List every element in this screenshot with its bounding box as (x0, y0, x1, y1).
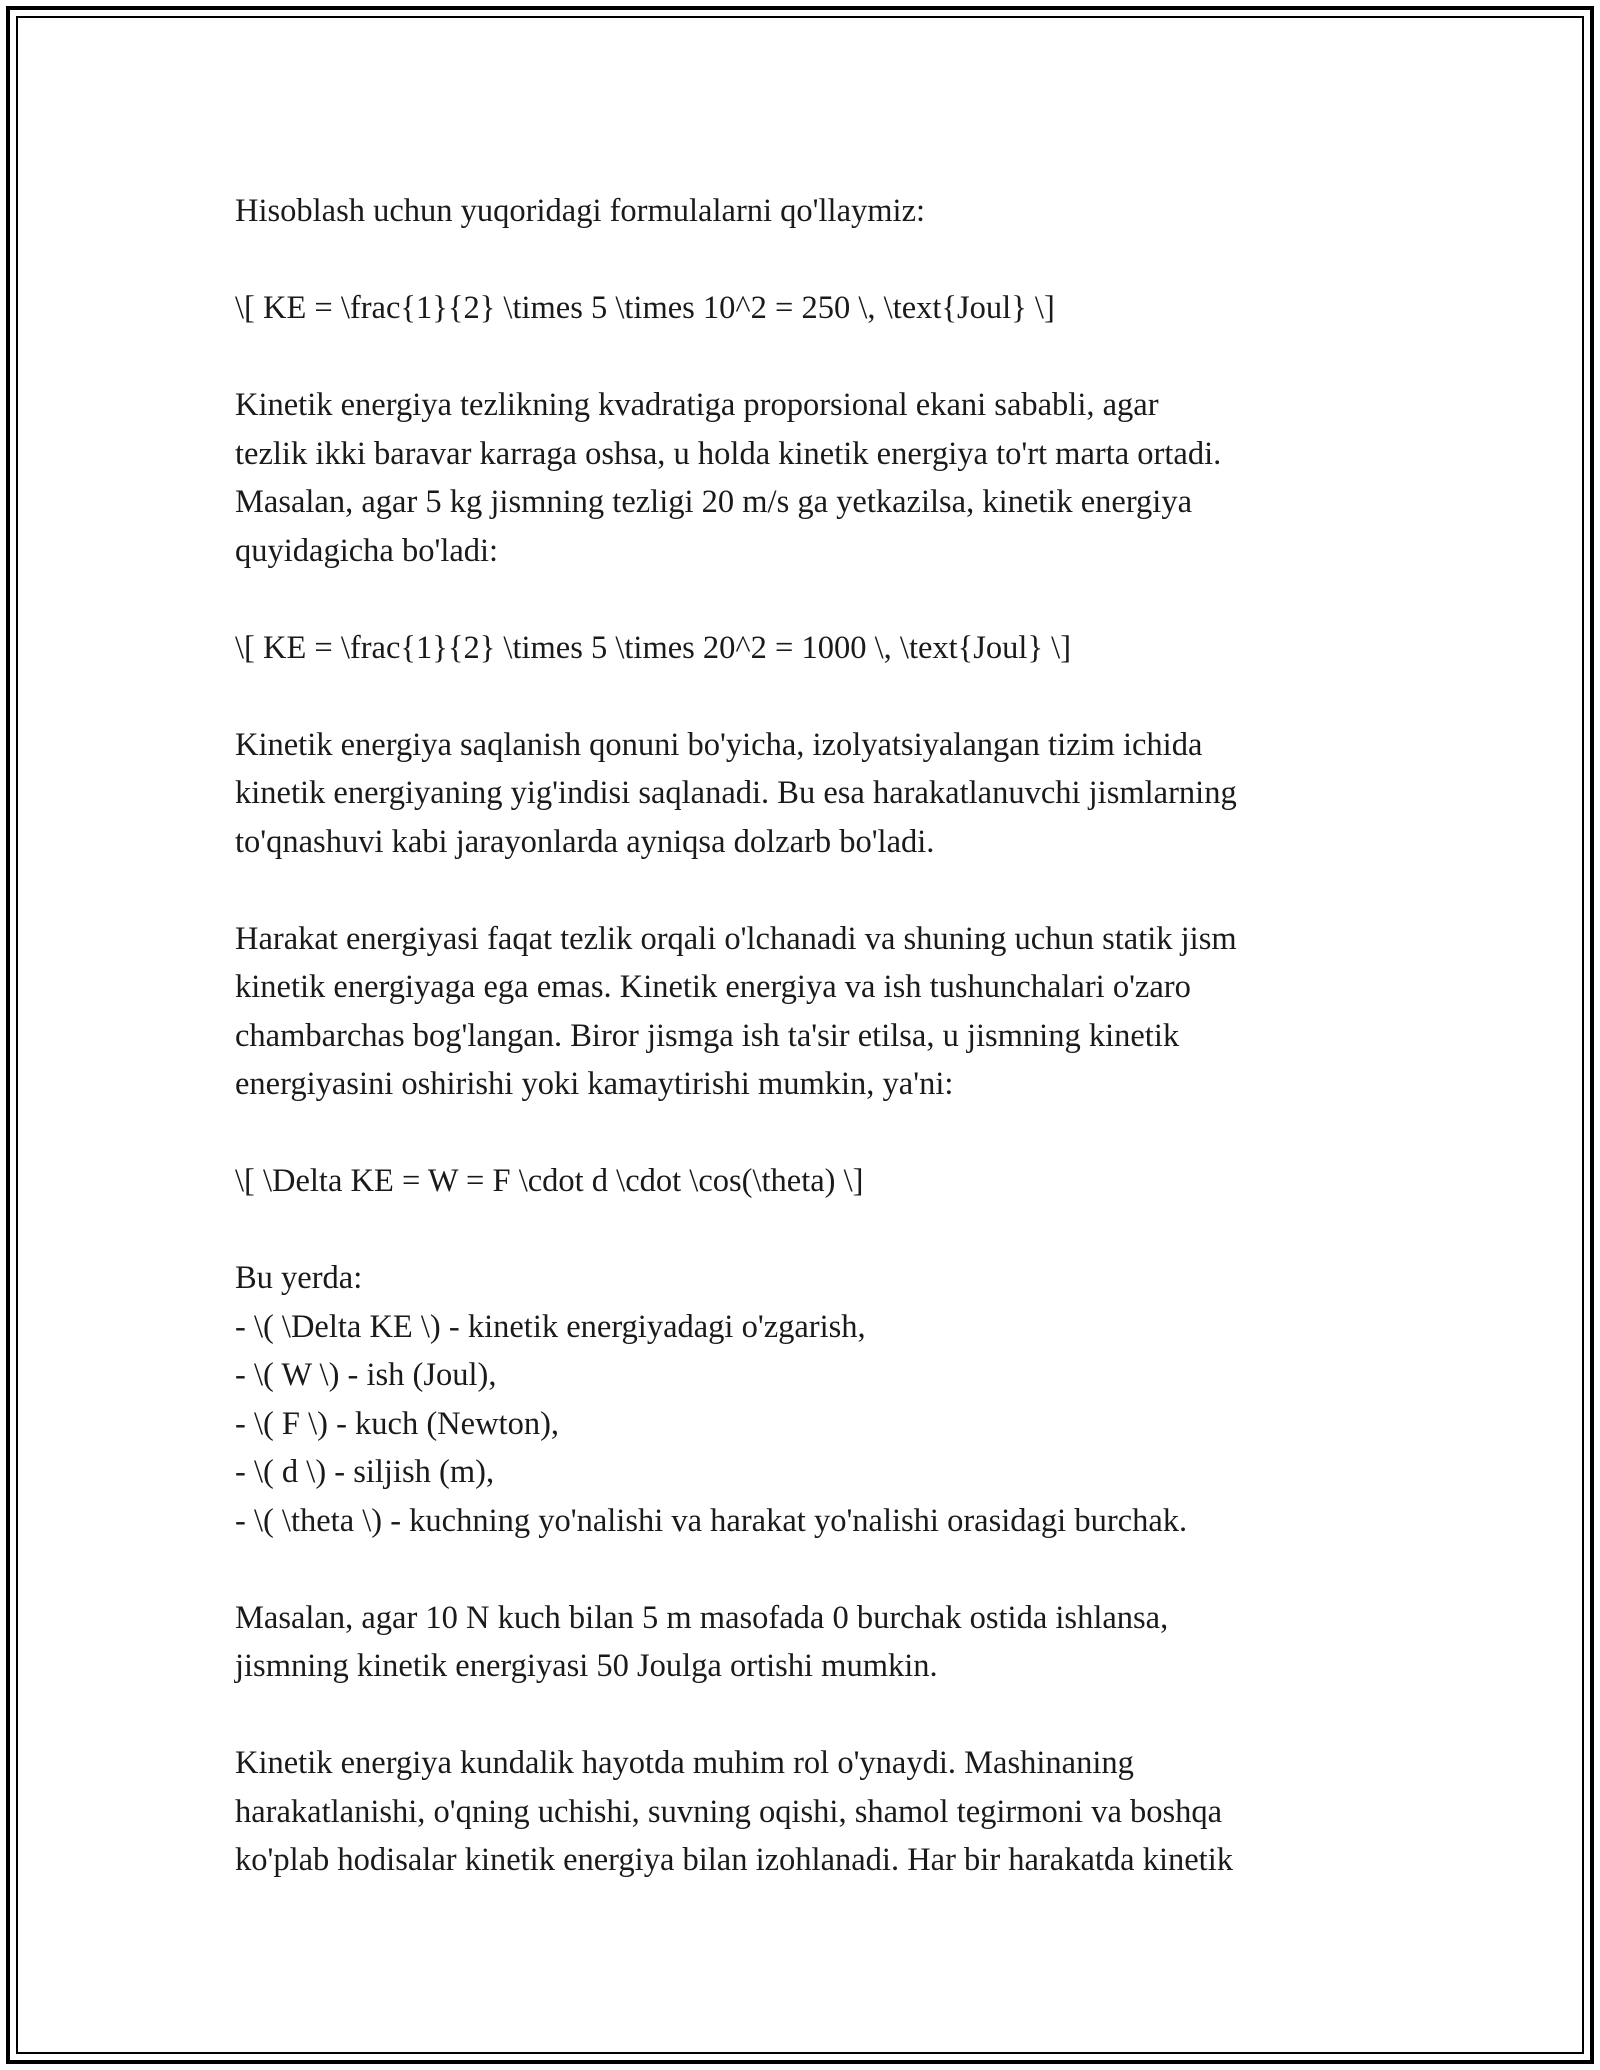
text-line: Kinetik energiya tezlikning kvadratiga proporsional ekani sababli, agar (235, 387, 1159, 423)
text-line: kinetik energiyaning yig'indisi saqlanadi. Bu esa harakatlanuvchi jismlarning (235, 775, 1237, 811)
blank-line (235, 1691, 1395, 1740)
text-line: harakatlanishi, o'qning uchishi, suvning oqishi, shamol tegirmoni va boshqa (235, 1793, 1223, 1830)
text-line: quyidagicha bo'ladi: (235, 532, 499, 569)
text-line: Harakat energiyasi faqat tezlik orqali o'lchanadi va shuning uchun statik jism (235, 920, 1237, 957)
text-line: ko'plab hodisalar kinetik energiya bilan izohlanadi. Har bir harakatda kinetik (235, 1842, 1233, 1878)
formula-line: \[ KE = \frac{1}{2} \times 5 \times 20^2 = 1000 \, \text{Joul} \] (235, 629, 1072, 666)
blank-line (235, 1545, 1395, 1594)
blank-line (235, 1206, 1395, 1255)
blank-line (235, 672, 1395, 721)
text-line: energiyasini oshirishi yoki kamaytirishi mumkin, ya'ni: (235, 1066, 954, 1102)
blank-line (235, 866, 1395, 915)
text-line: Kinetik energiya saqlanish qonuni bo'yicha, izolyatsiyalangan tizim ichida (235, 726, 1203, 763)
text-line: jismning kinetik energiyasi 50 Joulga ortishi mumkin. (235, 1648, 938, 1684)
document-body (235, 187, 1395, 1885)
blank-line (235, 333, 1395, 382)
text-line: kinetik energiyaga ega emas. Kinetik energiya va ish tushunchalari o'zaro (235, 969, 1191, 1005)
text-line: Hisoblash uchun yuqoridagi formulalarni qo'llaymiz: (235, 193, 926, 229)
blank-line (235, 1109, 1395, 1158)
list-item: - \( \theta \) - kuchning yo'nalishi va harakat yo'nalishi orasidagi burchak. (235, 1502, 1188, 1539)
list-heading: Bu yerda: (235, 1260, 363, 1296)
text-line: Masalan, agar 5 kg jismning tezligi 20 m/s ga yetkazilsa, kinetik energiya (235, 484, 1193, 520)
text-line: tezlik ikki baravar karraga oshsa, u holda kinetik energiya to'rt marta ortadi. (235, 435, 1222, 472)
list-item: - \( F \) - kuch (Newton), (235, 1405, 560, 1442)
formula-line: \[ \Delta KE = W = F \cdot d \cdot \cos(\theta) \] (235, 1163, 864, 1199)
text-line: chambarchas bog'langan. Biror jismga ish ta'sir etilsa, u jismning kinetik (235, 1017, 1180, 1054)
list-item: - \( W \) - ish (Joul), (235, 1357, 497, 1393)
text-line: Kinetik energiya kundalik hayotda muhim rol o'ynaydi. Mashinaning (235, 1745, 1134, 1781)
blank-line (235, 575, 1395, 624)
text-line: Masalan, agar 10 N kuch bilan 5 m masofada 0 burchak ostida ishlansa, (235, 1599, 1169, 1636)
list-item: - \( d \) - siljish (m), (235, 1454, 495, 1490)
text-line: to'qnashuvi kabi jarayonlarda ayniqsa dolzarb bo'ladi. (235, 823, 935, 860)
formula-line: \[ KE = \frac{1}{2} \times 5 \times 10^2 = 250 \, \text{Joul} \] (235, 290, 1055, 326)
blank-line (235, 236, 1395, 285)
list-item: - \( \Delta KE \) - kinetik energiyadagi o'zgarish, (235, 1308, 866, 1345)
